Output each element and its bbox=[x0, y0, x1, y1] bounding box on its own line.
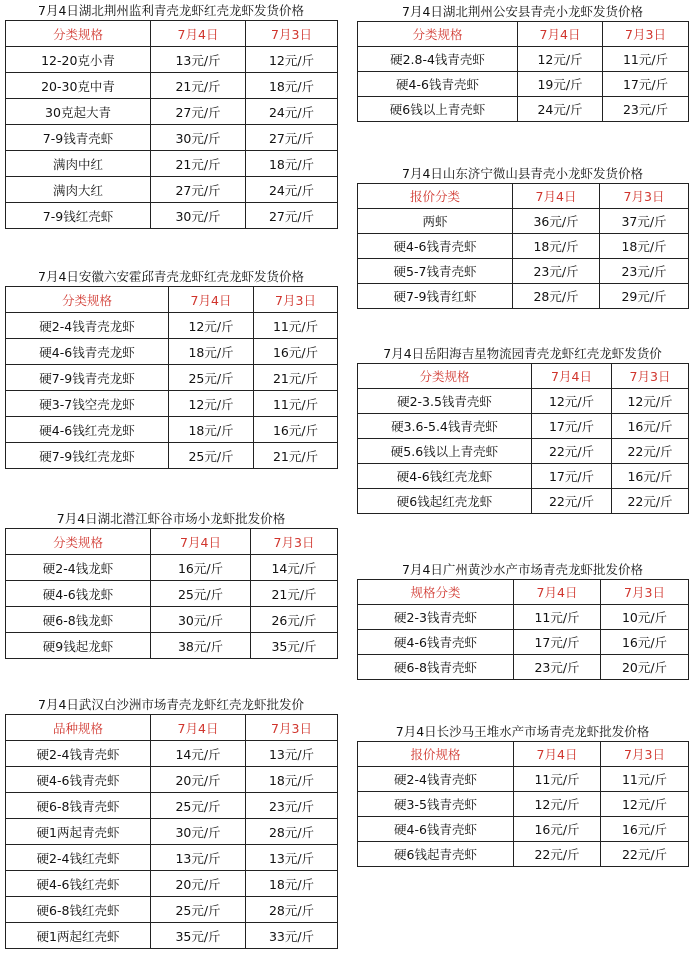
header-row bbox=[6, 287, 338, 313]
table-row bbox=[358, 792, 689, 817]
header-row bbox=[6, 715, 338, 741]
header-spec: 报价分类 bbox=[358, 184, 513, 209]
spec-cell: 30克起大青 bbox=[6, 99, 151, 125]
price-previous-cell: 20元/斤 bbox=[601, 655, 689, 680]
header-date-current: 7月4日 bbox=[514, 580, 601, 605]
table-row bbox=[358, 284, 689, 309]
table-row bbox=[6, 151, 338, 177]
header-date-previous: 7月3日 bbox=[246, 715, 338, 741]
block-title: 7月4日湖北潜江虾谷市场小龙虾批发价格 bbox=[56, 511, 286, 526]
price-current-cell: 38元/斤 bbox=[151, 633, 251, 659]
table-row bbox=[6, 99, 338, 125]
price-current-cell: 21元/斤 bbox=[151, 73, 246, 99]
price-table bbox=[5, 286, 338, 469]
price-current-cell: 12元/斤 bbox=[169, 391, 254, 417]
price-previous-cell: 18元/斤 bbox=[600, 234, 689, 259]
price-current-cell: 30元/斤 bbox=[151, 819, 246, 845]
spec-cell: 12-20克小青 bbox=[6, 47, 151, 73]
spec-cell: 硬6-8钱龙虾 bbox=[6, 607, 151, 633]
price-previous-cell: 16元/斤 bbox=[601, 630, 689, 655]
price-current-cell: 23元/斤 bbox=[513, 259, 600, 284]
header-spec: 分类规格 bbox=[358, 364, 532, 389]
price-block-gongan bbox=[357, 3, 688, 122]
price-current-cell: 17元/斤 bbox=[514, 630, 601, 655]
price-previous-cell: 13元/斤 bbox=[246, 741, 338, 767]
price-current-cell: 24元/斤 bbox=[518, 97, 603, 122]
price-previous-cell: 11元/斤 bbox=[603, 47, 689, 72]
header-row bbox=[358, 364, 689, 389]
spec-cell: 硬6-8钱青壳虾 bbox=[6, 793, 151, 819]
price-table bbox=[5, 714, 338, 949]
price-current-cell: 11元/斤 bbox=[514, 767, 601, 792]
price-current-cell: 21元/斤 bbox=[151, 151, 246, 177]
spec-cell: 硬6钱以上青壳虾 bbox=[358, 97, 518, 122]
table-row bbox=[6, 125, 338, 151]
price-previous-cell: 16元/斤 bbox=[254, 339, 338, 365]
price-current-cell: 30元/斤 bbox=[151, 125, 246, 151]
table-row bbox=[358, 414, 689, 439]
price-previous-cell: 16元/斤 bbox=[254, 417, 338, 443]
price-current-cell: 25元/斤 bbox=[169, 443, 254, 469]
price-previous-cell: 21元/斤 bbox=[254, 365, 338, 391]
table-row bbox=[358, 234, 689, 259]
price-previous-cell: 29元/斤 bbox=[600, 284, 689, 309]
price-current-cell: 18元/斤 bbox=[169, 417, 254, 443]
price-current-cell: 22元/斤 bbox=[532, 439, 612, 464]
spec-cell: 硬6-8钱红壳虾 bbox=[6, 897, 151, 923]
price-current-cell: 20元/斤 bbox=[151, 767, 246, 793]
block-title: 7月4日山东济宁微山县青壳小龙虾发货价格 bbox=[402, 166, 643, 181]
table-row bbox=[6, 845, 338, 871]
price-table bbox=[357, 363, 689, 514]
table-row bbox=[358, 630, 689, 655]
spec-cell: 硬7-9钱红壳龙虾 bbox=[6, 443, 169, 469]
price-current-cell: 11元/斤 bbox=[514, 605, 601, 630]
price-previous-cell: 18元/斤 bbox=[246, 73, 338, 99]
price-previous-cell: 13元/斤 bbox=[246, 845, 338, 871]
table-row bbox=[6, 819, 338, 845]
price-previous-cell: 26元/斤 bbox=[251, 607, 338, 633]
header-row bbox=[358, 742, 689, 767]
price-previous-cell: 16元/斤 bbox=[601, 817, 689, 842]
header-date-previous: 7月3日 bbox=[246, 21, 338, 47]
price-current-cell: 35元/斤 bbox=[151, 923, 246, 949]
table-row bbox=[358, 389, 689, 414]
price-previous-cell: 33元/斤 bbox=[246, 923, 338, 949]
header-row bbox=[6, 529, 338, 555]
price-previous-cell: 12元/斤 bbox=[612, 389, 689, 414]
spec-cell: 硬2-3钱青壳虾 bbox=[358, 605, 514, 630]
price-previous-cell: 18元/斤 bbox=[246, 151, 338, 177]
table-row bbox=[358, 259, 689, 284]
spec-cell: 硬3.6-5.4钱青壳虾 bbox=[358, 414, 532, 439]
price-previous-cell: 14元/斤 bbox=[251, 555, 338, 581]
price-table bbox=[357, 741, 689, 867]
spec-cell: 硬2-4钱龙虾 bbox=[6, 555, 151, 581]
header-date-previous: 7月3日 bbox=[601, 580, 689, 605]
table-row bbox=[6, 871, 338, 897]
spec-cell: 硬6钱起红壳龙虾 bbox=[358, 489, 532, 514]
header-date-current: 7月4日 bbox=[532, 364, 612, 389]
spec-cell: 硬4-6钱红壳虾 bbox=[6, 871, 151, 897]
spec-cell: 硬7-9钱青壳龙虾 bbox=[6, 365, 169, 391]
spec-cell: 满肉大红 bbox=[6, 177, 151, 203]
block-title: 7月4日湖北荆州监利青壳龙虾红壳龙虾发货价格 bbox=[38, 3, 304, 18]
table-row bbox=[6, 923, 338, 949]
table-row bbox=[6, 417, 338, 443]
price-current-cell: 13元/斤 bbox=[151, 47, 246, 73]
price-block-jianli bbox=[5, 2, 337, 229]
price-current-cell: 12元/斤 bbox=[518, 47, 603, 72]
table-row bbox=[6, 767, 338, 793]
table-row bbox=[6, 555, 338, 581]
price-current-cell: 17元/斤 bbox=[532, 414, 612, 439]
spec-cell: 硬2-4钱青壳龙虾 bbox=[6, 313, 169, 339]
table-row bbox=[6, 581, 338, 607]
header-row bbox=[358, 580, 689, 605]
table-row bbox=[358, 767, 689, 792]
price-block-huoqiu bbox=[5, 268, 337, 469]
price-previous-cell: 22元/斤 bbox=[612, 489, 689, 514]
spec-cell: 硬2.8-4钱青壳虾 bbox=[358, 47, 518, 72]
price-previous-cell: 11元/斤 bbox=[601, 767, 689, 792]
price-previous-cell: 18元/斤 bbox=[246, 767, 338, 793]
header-row bbox=[6, 21, 338, 47]
table-row bbox=[358, 655, 689, 680]
table-row bbox=[358, 842, 689, 867]
table-row bbox=[358, 489, 689, 514]
spec-cell: 硬2-4钱青壳虾 bbox=[6, 741, 151, 767]
block-title: 7月4日安徽六安霍邱青壳龙虾红壳龙虾发货价格 bbox=[38, 269, 304, 284]
spec-cell: 硬2-4钱青壳虾 bbox=[358, 767, 514, 792]
price-current-cell: 36元/斤 bbox=[513, 209, 600, 234]
spec-cell: 硬1两起青壳虾 bbox=[6, 819, 151, 845]
price-current-cell: 27元/斤 bbox=[151, 99, 246, 125]
spec-cell: 两虾 bbox=[358, 209, 513, 234]
spec-cell: 硬3-7钱空壳龙虾 bbox=[6, 391, 169, 417]
spec-cell: 硬4-6钱青壳虾 bbox=[6, 767, 151, 793]
header-date-previous: 7月3日 bbox=[254, 287, 338, 313]
price-table bbox=[357, 579, 689, 680]
price-current-cell: 12元/斤 bbox=[514, 792, 601, 817]
table-row bbox=[6, 391, 338, 417]
price-current-cell: 22元/斤 bbox=[514, 842, 601, 867]
table-row bbox=[6, 47, 338, 73]
price-current-cell: 25元/斤 bbox=[151, 897, 246, 923]
price-current-cell: 27元/斤 bbox=[151, 177, 246, 203]
spec-cell: 硬5.6钱以上青壳虾 bbox=[358, 439, 532, 464]
header-row bbox=[358, 22, 689, 47]
header-date-current: 7月4日 bbox=[151, 715, 246, 741]
table-row bbox=[358, 209, 689, 234]
price-block-yueyang bbox=[357, 345, 688, 514]
spec-cell: 7-9钱红壳虾 bbox=[6, 203, 151, 229]
header-date-previous: 7月3日 bbox=[600, 184, 689, 209]
price-previous-cell: 35元/斤 bbox=[251, 633, 338, 659]
block-title: 7月4日湖北荆州公安县青壳小龙虾发货价格 bbox=[402, 4, 643, 19]
spec-cell: 20-30克中青 bbox=[6, 73, 151, 99]
spec-cell: 硬9钱起龙虾 bbox=[6, 633, 151, 659]
price-previous-cell: 12元/斤 bbox=[601, 792, 689, 817]
price-block-weishan bbox=[357, 165, 688, 309]
header-spec: 分类规格 bbox=[6, 287, 169, 313]
table-row bbox=[358, 72, 689, 97]
header-spec: 规格分类 bbox=[358, 580, 514, 605]
price-previous-cell: 23元/斤 bbox=[600, 259, 689, 284]
spec-cell: 硬4-6钱红壳龙虾 bbox=[358, 464, 532, 489]
price-previous-cell: 16元/斤 bbox=[612, 414, 689, 439]
price-table bbox=[5, 20, 338, 229]
table-row bbox=[358, 605, 689, 630]
spec-cell: 硬3-5钱青壳虾 bbox=[358, 792, 514, 817]
table-row bbox=[358, 464, 689, 489]
header-date-current: 7月4日 bbox=[169, 287, 254, 313]
price-current-cell: 30元/斤 bbox=[151, 203, 246, 229]
block-title: 7月4日武汉白沙洲市场青壳龙虾红壳龙虾批发价 bbox=[38, 697, 304, 712]
price-previous-cell: 17元/斤 bbox=[603, 72, 689, 97]
price-current-cell: 13元/斤 bbox=[151, 845, 246, 871]
price-previous-cell: 37元/斤 bbox=[600, 209, 689, 234]
spec-cell: 硬4-6钱青壳虾 bbox=[358, 72, 518, 97]
price-table bbox=[357, 21, 689, 122]
table-row bbox=[6, 203, 338, 229]
header-date-previous: 7月3日 bbox=[603, 22, 689, 47]
spec-cell: 硬4-6钱龙虾 bbox=[6, 581, 151, 607]
table-row bbox=[6, 443, 338, 469]
price-current-cell: 16元/斤 bbox=[151, 555, 251, 581]
price-previous-cell: 10元/斤 bbox=[601, 605, 689, 630]
price-previous-cell: 21元/斤 bbox=[251, 581, 338, 607]
spec-cell: 硬4-6钱青壳虾 bbox=[358, 817, 514, 842]
table-row bbox=[6, 793, 338, 819]
price-previous-cell: 27元/斤 bbox=[246, 203, 338, 229]
header-spec: 分类规格 bbox=[6, 529, 151, 555]
table-row bbox=[6, 177, 338, 203]
price-previous-cell: 18元/斤 bbox=[246, 871, 338, 897]
spec-cell: 硬2-4钱红壳虾 bbox=[6, 845, 151, 871]
price-current-cell: 25元/斤 bbox=[151, 581, 251, 607]
header-date-current: 7月4日 bbox=[518, 22, 603, 47]
header-date-current: 7月4日 bbox=[513, 184, 600, 209]
table-row bbox=[6, 633, 338, 659]
price-block-qianjiang bbox=[5, 510, 337, 659]
table-row bbox=[6, 73, 338, 99]
price-previous-cell: 21元/斤 bbox=[254, 443, 338, 469]
header-spec: 分类规格 bbox=[358, 22, 518, 47]
price-previous-cell: 28元/斤 bbox=[246, 897, 338, 923]
price-block-guangzhou bbox=[357, 561, 688, 680]
price-table bbox=[357, 183, 689, 309]
price-previous-cell: 12元/斤 bbox=[246, 47, 338, 73]
price-previous-cell: 11元/斤 bbox=[254, 391, 338, 417]
spec-cell: 满肉中红 bbox=[6, 151, 151, 177]
table-row bbox=[358, 47, 689, 72]
spec-cell: 硬4-6钱青壳虾 bbox=[358, 630, 514, 655]
header-date-current: 7月4日 bbox=[514, 742, 601, 767]
price-block-changsha bbox=[357, 723, 688, 867]
price-previous-cell: 23元/斤 bbox=[603, 97, 689, 122]
price-previous-cell: 24元/斤 bbox=[246, 99, 338, 125]
spec-cell: 硬4-6钱青壳龙虾 bbox=[6, 339, 169, 365]
header-spec: 品种规格 bbox=[6, 715, 151, 741]
price-current-cell: 12元/斤 bbox=[169, 313, 254, 339]
block-title: 7月4日广州黄沙水产市场青壳龙虾批发价格 bbox=[402, 562, 643, 577]
table-row bbox=[6, 339, 338, 365]
table-row bbox=[6, 897, 338, 923]
price-current-cell: 23元/斤 bbox=[514, 655, 601, 680]
table-row bbox=[6, 741, 338, 767]
spec-cell: 硬2-3.5钱青壳虾 bbox=[358, 389, 532, 414]
spec-cell: 硬1两起红壳虾 bbox=[6, 923, 151, 949]
price-previous-cell: 28元/斤 bbox=[246, 819, 338, 845]
price-previous-cell: 22元/斤 bbox=[612, 439, 689, 464]
price-current-cell: 19元/斤 bbox=[518, 72, 603, 97]
price-current-cell: 25元/斤 bbox=[151, 793, 246, 819]
table-row bbox=[358, 817, 689, 842]
price-current-cell: 25元/斤 bbox=[169, 365, 254, 391]
price-current-cell: 16元/斤 bbox=[514, 817, 601, 842]
price-current-cell: 18元/斤 bbox=[169, 339, 254, 365]
table-row bbox=[358, 439, 689, 464]
price-block-baishazhou bbox=[5, 696, 337, 949]
spec-cell: 硬5-7钱青壳虾 bbox=[358, 259, 513, 284]
price-previous-cell: 16元/斤 bbox=[612, 464, 689, 489]
price-current-cell: 12元/斤 bbox=[532, 389, 612, 414]
price-previous-cell: 27元/斤 bbox=[246, 125, 338, 151]
price-current-cell: 30元/斤 bbox=[151, 607, 251, 633]
header-date-previous: 7月3日 bbox=[612, 364, 689, 389]
price-current-cell: 20元/斤 bbox=[151, 871, 246, 897]
price-previous-cell: 24元/斤 bbox=[246, 177, 338, 203]
spec-cell: 硬7-9钱青红虾 bbox=[358, 284, 513, 309]
header-date-current: 7月4日 bbox=[151, 21, 246, 47]
table-row bbox=[358, 97, 689, 122]
header-spec: 分类规格 bbox=[6, 21, 151, 47]
price-current-cell: 22元/斤 bbox=[532, 489, 612, 514]
table-row bbox=[6, 365, 338, 391]
table-row bbox=[6, 313, 338, 339]
block-title: 7月4日长沙马王堆水产市场青壳龙虾批发价格 bbox=[395, 724, 650, 739]
header-date-previous: 7月3日 bbox=[601, 742, 689, 767]
header-spec: 报价规格 bbox=[358, 742, 514, 767]
spec-cell: 硬4-6钱红壳龙虾 bbox=[6, 417, 169, 443]
spec-cell: 7-9钱青壳虾 bbox=[6, 125, 151, 151]
price-table bbox=[5, 528, 338, 659]
price-previous-cell: 23元/斤 bbox=[246, 793, 338, 819]
header-date-previous: 7月3日 bbox=[251, 529, 338, 555]
block-title: 7月4日岳阳海吉星物流园青壳龙虾红壳龙虾发货价 bbox=[383, 346, 662, 361]
header-row bbox=[358, 184, 689, 209]
price-current-cell: 14元/斤 bbox=[151, 741, 246, 767]
price-current-cell: 18元/斤 bbox=[513, 234, 600, 259]
spec-cell: 硬6-8钱青壳虾 bbox=[358, 655, 514, 680]
spec-cell: 硬4-6钱青壳虾 bbox=[358, 234, 513, 259]
header-date-current: 7月4日 bbox=[151, 529, 251, 555]
table-row bbox=[6, 607, 338, 633]
price-current-cell: 17元/斤 bbox=[532, 464, 612, 489]
spec-cell: 硬6钱起青壳虾 bbox=[358, 842, 514, 867]
price-current-cell: 28元/斤 bbox=[513, 284, 600, 309]
price-previous-cell: 11元/斤 bbox=[254, 313, 338, 339]
price-previous-cell: 22元/斤 bbox=[601, 842, 689, 867]
